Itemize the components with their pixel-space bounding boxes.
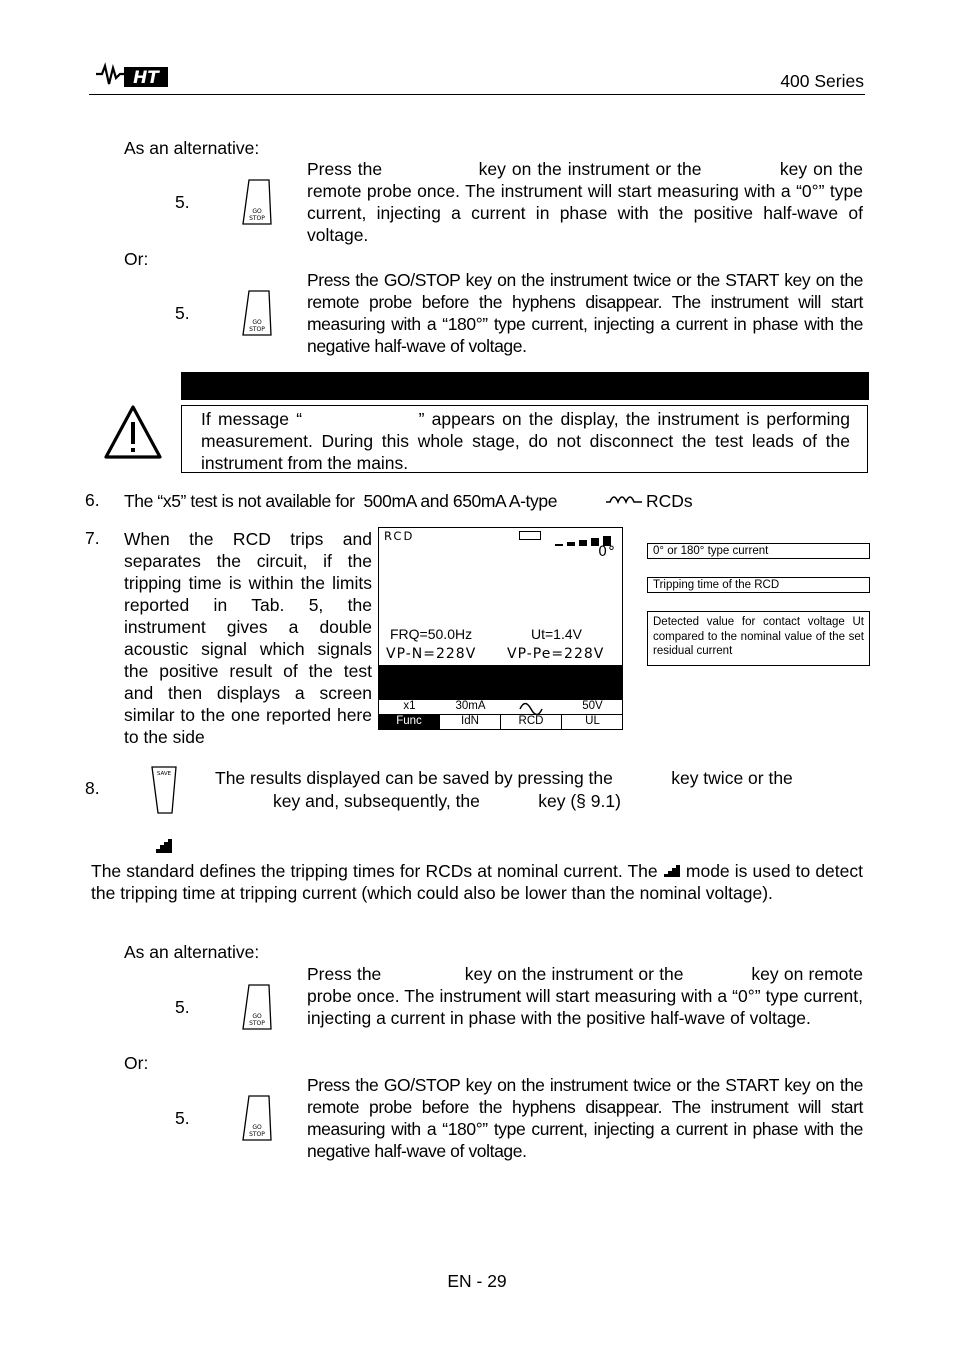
frequency-value: FRQ=50.0Hz [390,626,473,642]
step-6-text: The “x5” test is not available for 500mA and 650mA A-type [124,491,558,511]
result-bar [379,665,622,699]
svg-text:GO: GO [252,1124,262,1131]
svg-text:STOP: STOP [249,326,265,333]
voltage-pn-value: VP-N=228V [386,646,477,662]
step-number: 5. [175,1108,190,1128]
ac-pulse-icon [605,492,643,506]
current-value: 30mA [455,700,486,712]
step-7-text: When the RCD trips and separates the circuit, if the tripping time is within the limits reported in Tab. 5, the instrument gives a double acoustic signal which signals the positive result of the test and then displays a screen similar to the one reported here to the side [124,529,372,747]
intro-part-1: The standard defines the tripping times for RCDs at nominal current. The [91,861,658,881]
softkey-func[interactable]: Func [379,714,440,730]
step-5b-text: Press the GO/STOP key on the instrument twice or the START key on the remote probe before the hyphens disappear. The instrument will start measuring with a “180°” type current, injecting a current in phase with the negative half-wave of voltage. [307,1075,863,1161]
warning-box [181,405,868,473]
step-number: 5. [175,997,190,1017]
instrument-display [378,527,623,730]
go-stop-key-icon [238,1094,278,1142]
callout-phase: 0° or 180° type current [647,543,870,559]
display-title: RCD [384,529,415,543]
ramp-mode-icon [155,838,173,854]
warning-text: If message “ ” appears on the display, the instrument is performing measurement. During this whole stage, do not disconnect the test leads of the instrument from the mains. [201,409,855,473]
softkey-ul[interactable]: UL [585,715,600,727]
step-number: 5. [175,192,190,212]
callout-tripping-time: Tripping time of the RCD [647,577,870,593]
ht-logo [94,62,170,90]
warning-triangle-icon [103,404,163,460]
limit-voltage-value: 50V [582,700,603,712]
step-5a-text: Press the key on the instrument or the key on the remote probe once. The instrument will start measuring with a “0°” type current, injecting a current in phase with the positive half-wave of voltage. [307,159,868,245]
go-stop-key-icon [238,289,278,337]
signal-bars-icon [555,531,611,541]
step-number: 5. [175,303,190,323]
callout-contact-voltage: Detected value for contact voltage Ut compared to the nominal value of the set residual current [647,611,870,666]
step-8-line1: The results displayed can be saved by pressing the key twice or the [215,768,793,788]
header-divider [89,94,865,95]
svg-text:GO: GO [252,1013,262,1020]
softkey-idn[interactable]: IdN [440,714,501,730]
page-number: EN - 29 [447,1271,507,1291]
svg-text:STOP: STOP [249,1020,265,1027]
step-6-suffix: RCDs [646,491,693,511]
phase-value: 0° [598,544,616,560]
go-stop-key-icon [238,178,278,226]
or-label: Or: [124,249,149,269]
go-stop-key-icon [238,983,278,1031]
step-number: 6. [85,490,100,510]
softkey-rcd[interactable]: RCD [501,714,562,730]
svg-text:SAVE: SAVE [156,771,172,777]
step-8-line2: key and, subsequently, the key (§ 9.1) [273,791,621,811]
svg-text:STOP: STOP [249,1131,265,1138]
step-number: 7. [85,528,100,548]
voltage-pe-value: VP-Pe=228V [507,646,605,662]
warning-header-bar [181,372,869,400]
alternative-label: As an alternative: [124,942,260,962]
svg-text:STOP: STOP [249,215,265,222]
series-label: 400 Series [780,71,864,91]
step-5a-text: Press the key on the instrument or the key on remote probe once. The instrument will start measuring with a “0°” type current, injecting a current in phase with the positive half-wave of voltage. [307,964,868,1028]
battery-icon [519,531,541,540]
intro-part-2: mode is used to detect the tripping time at tripping current (which could also be lower than the nominal voltage). [91,861,863,903]
section-2-intro [91,860,863,904]
svg-text:GO: GO [252,208,262,215]
step-number: 8. [85,778,100,798]
alternative-label: As an alternative: [124,138,260,158]
brand-text: HT [133,68,159,88]
or-label: Or: [124,1053,149,1073]
step-5b-text: Press the GO/STOP key on the instrument twice or the START key on the remote probe before the hyphens disappear. The instrument will start measuring with a “180°” type current, injecting a current in phase with the negative half-wave of voltage. [307,270,863,356]
ramp-mode-inline-icon [663,861,681,875]
svg-text:GO: GO [252,319,262,326]
ac-wave-icon [519,701,543,715]
multiplier-value: x1 [403,700,416,712]
contact-voltage-value: Ut=1.4V [531,626,582,642]
save-key-icon [150,765,180,815]
